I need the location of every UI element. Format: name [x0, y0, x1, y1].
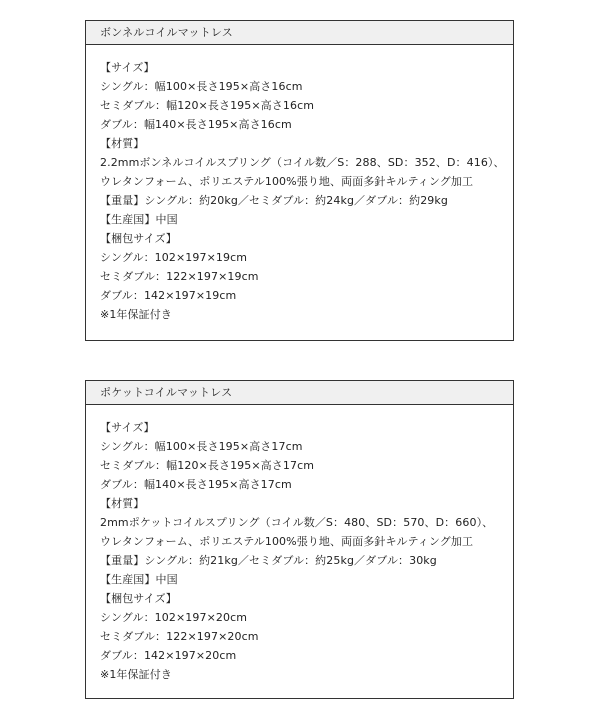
material-heading: 【材質】: [100, 497, 145, 510]
package-semi-double: セミダブル：122×197×20cm: [100, 630, 259, 643]
material-line-2: ウレタンフォーム、ポリエステル100%張り地、両面多針キルティング加工: [100, 175, 474, 188]
size-double: ダブル：幅140×長さ195×高さ17cm: [100, 478, 292, 491]
package-single: シングル：102×197×19cm: [100, 251, 248, 264]
material-line-1: 2mmポケットコイルスプリング（コイル数／S：480、SD：570、D：660）、: [100, 516, 494, 529]
package-semi-double: セミダブル：122×197×19cm: [100, 270, 259, 283]
package-single: シングル：102×197×20cm: [100, 611, 248, 624]
warranty-note: ※1年保証付き: [100, 668, 172, 681]
size-heading: 【サイズ】: [100, 421, 155, 434]
weight-line: 【重量】シングル：約20kg／セミダブル：約24kg／ダブル：約29kg: [100, 194, 448, 207]
spec-list: [86, 45, 513, 324]
pocket-coil-spec-box: [85, 380, 514, 699]
box-title: ポケットコイルマットレス: [86, 381, 513, 405]
package-heading: 【梱包サイズ】: [100, 592, 177, 605]
package-double: ダブル：142×197×19cm: [100, 289, 237, 302]
size-double: ダブル：幅140×長さ195×高さ16cm: [100, 118, 292, 131]
size-single: シングル：幅100×長さ195×高さ17cm: [100, 440, 303, 453]
origin-line: 【生産国】中国: [100, 573, 178, 586]
material-heading: 【材質】: [100, 137, 145, 150]
spec-list: [86, 405, 513, 684]
size-semi-double: セミダブル：幅120×長さ195×高さ16cm: [100, 99, 315, 112]
package-double: ダブル：142×197×20cm: [100, 649, 237, 662]
size-semi-double: セミダブル：幅120×長さ195×高さ17cm: [100, 459, 315, 472]
size-single: シングル：幅100×長さ195×高さ16cm: [100, 80, 303, 93]
weight-line: 【重量】シングル：約21kg／セミダブル：約25kg／ダブル：30kg: [100, 554, 437, 567]
box-title: ボンネルコイルマットレス: [86, 21, 513, 45]
bonnell-coil-spec-box: [85, 20, 514, 341]
origin-line: 【生産国】中国: [100, 213, 178, 226]
warranty-note: ※1年保証付き: [100, 308, 172, 321]
material-line-1: 2.2mmボンネルコイルスプリング（コイル数／S：288、SD：352、D：416）、: [100, 156, 505, 169]
material-line-2: ウレタンフォーム、ポリエステル100%張り地、両面多針キルティング加工: [100, 535, 474, 548]
package-heading: 【梱包サイズ】: [100, 232, 177, 245]
size-heading: 【サイズ】: [100, 61, 155, 74]
